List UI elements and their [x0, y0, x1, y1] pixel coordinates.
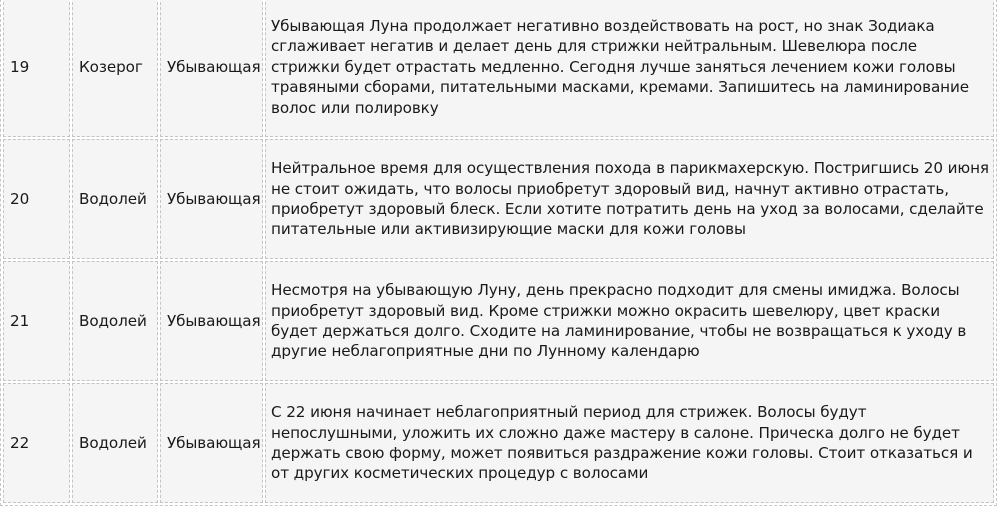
zodiac-sign-cell: Козерог: [72, 0, 158, 137]
table-row: [3, 0, 994, 137]
zodiac-sign-cell: Водолей: [72, 261, 158, 381]
moon-phase-cell: Убывающая: [160, 383, 263, 503]
day-cell: 21: [3, 261, 70, 381]
table-row: [3, 261, 994, 381]
moon-phase-cell: Убывающая: [160, 0, 263, 137]
table-row: [3, 139, 994, 259]
day-cell: 19: [3, 0, 70, 137]
zodiac-sign-cell: Водолей: [72, 139, 158, 259]
description-cell: С 22 июня начинает неблагоприятный период для стрижек. Волосы будут непослушными, уложить их сложно даже мастеру в салоне. Прическа долго не будет держать свою форму, может появиться раздражение кожи головы. Стоит отказаться и от других косметических процедур с волосами: [265, 383, 994, 503]
moon-phase-cell: Убывающая: [160, 261, 263, 381]
day-cell: 22: [3, 383, 70, 503]
day-cell: 20: [3, 139, 70, 259]
zodiac-sign-cell: Водолей: [72, 383, 158, 503]
moon-phase-cell: Убывающая: [160, 139, 263, 259]
description-cell: Нейтральное время для осуществления похода в парикмахерскую. Постригшись 20 июня не стоит ожидать, что волосы приобретут здоровый вид, начнут активно отрастать, приобретут здоровый блеск. Если хотите потратить день на уход за волосами, сделайте питательные или активизирующие маски для кожи головы: [265, 139, 994, 259]
table-row: [3, 383, 994, 503]
description-cell: Несмотря на убывающую Луну, день прекрасно подходит для смены имиджа. Волосы приобретут здоровый вид. Кроме стрижки можно окрасить шевелюру, цвет краски будет держаться долго. Сходите на ламинирование, чтобы не возвращаться к уходу в другие неблагоприятные дни по Лунному календарю: [265, 261, 994, 381]
description-cell: Убывающая Луна продолжает негативно воздействовать на рост, но знак Зодиака сглаживает негатив и делает день для стрижки нейтральным. Шевелюра после стрижки будет отрастать медленно. Сегодня лучше заняться лечением кожи головы травяными сборами, питательными масками, кремами. Запишитесь на ламинирование волос или полировку: [265, 0, 994, 137]
